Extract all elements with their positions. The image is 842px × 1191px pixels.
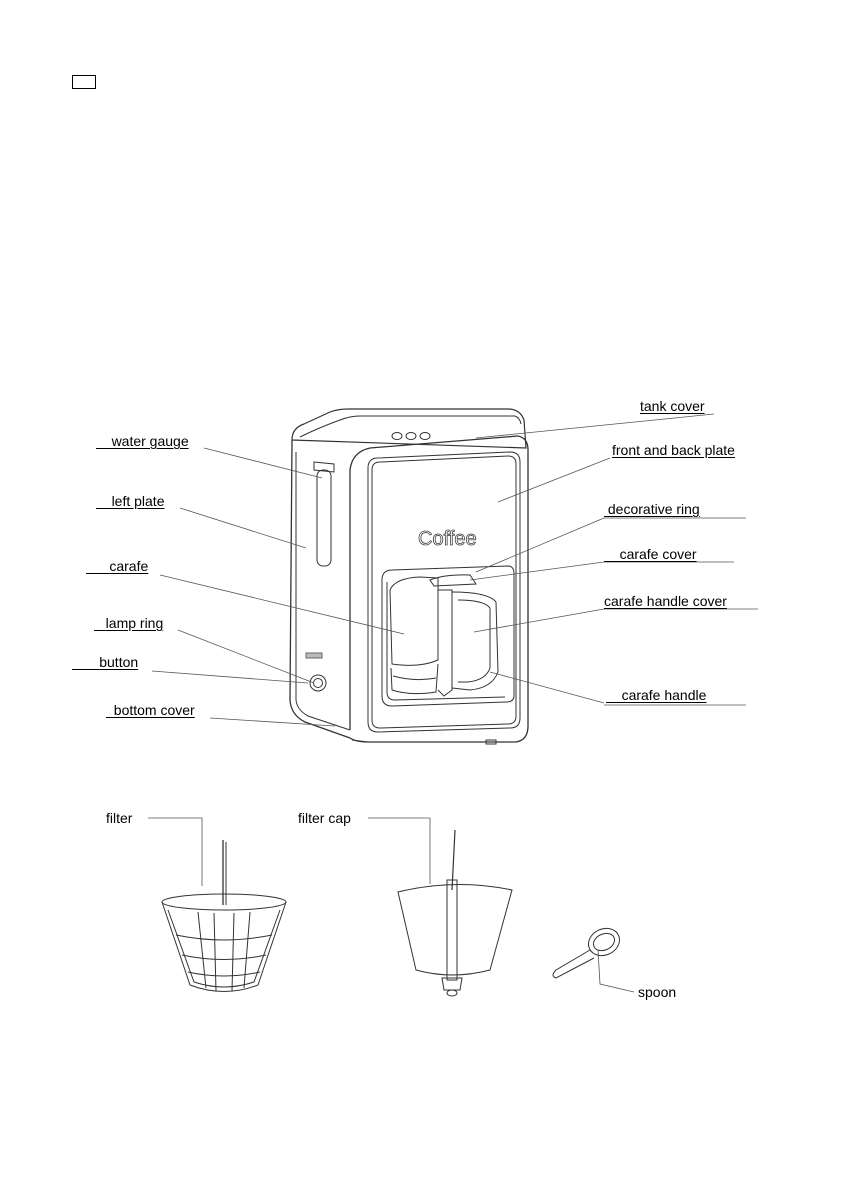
label-water-gauge-text: water gauge xyxy=(111,433,189,449)
label-carafe-cover-text: carafe cover xyxy=(619,546,697,562)
label-carafe-handle-cover xyxy=(604,593,727,609)
filter-drawing xyxy=(162,840,286,992)
label-carafe-handle-cover-text: carafe handle cover xyxy=(604,593,727,609)
label-tank-cover: tank cover xyxy=(640,398,705,414)
label-lamp-ring-text: lamp ring xyxy=(105,615,164,631)
label-carafe-handle xyxy=(606,687,706,703)
label-spoon: spoon xyxy=(638,984,677,1000)
label-carafe xyxy=(86,558,148,574)
label-front-and-back-plate: front and back plate xyxy=(612,442,735,458)
coffee-maker-drawing xyxy=(290,409,528,744)
label-carafe-text: carafe xyxy=(109,558,149,574)
label-decorative-ring xyxy=(604,501,700,517)
label-water-gauge xyxy=(96,433,189,449)
label-left-plate-text: left plate xyxy=(111,493,165,509)
filter-cap-drawing xyxy=(398,830,512,996)
label-left-plate xyxy=(96,493,165,509)
label-bottom-cover xyxy=(106,702,195,718)
label-filter-cap: filter cap xyxy=(298,810,351,826)
label-lamp-ring xyxy=(94,615,163,631)
label-carafe-handle-text: carafe handle xyxy=(621,687,707,703)
label-bottom-cover-text: bottom cover xyxy=(113,702,195,718)
label-button-text: button xyxy=(99,654,139,670)
label-decorative-ring-text: decorative ring xyxy=(607,501,700,517)
label-filter: filter xyxy=(106,810,133,826)
label-button xyxy=(72,654,138,670)
product-logo: Coffee xyxy=(418,528,477,550)
label-carafe-cover xyxy=(604,546,697,562)
spoon-drawing xyxy=(553,923,624,978)
